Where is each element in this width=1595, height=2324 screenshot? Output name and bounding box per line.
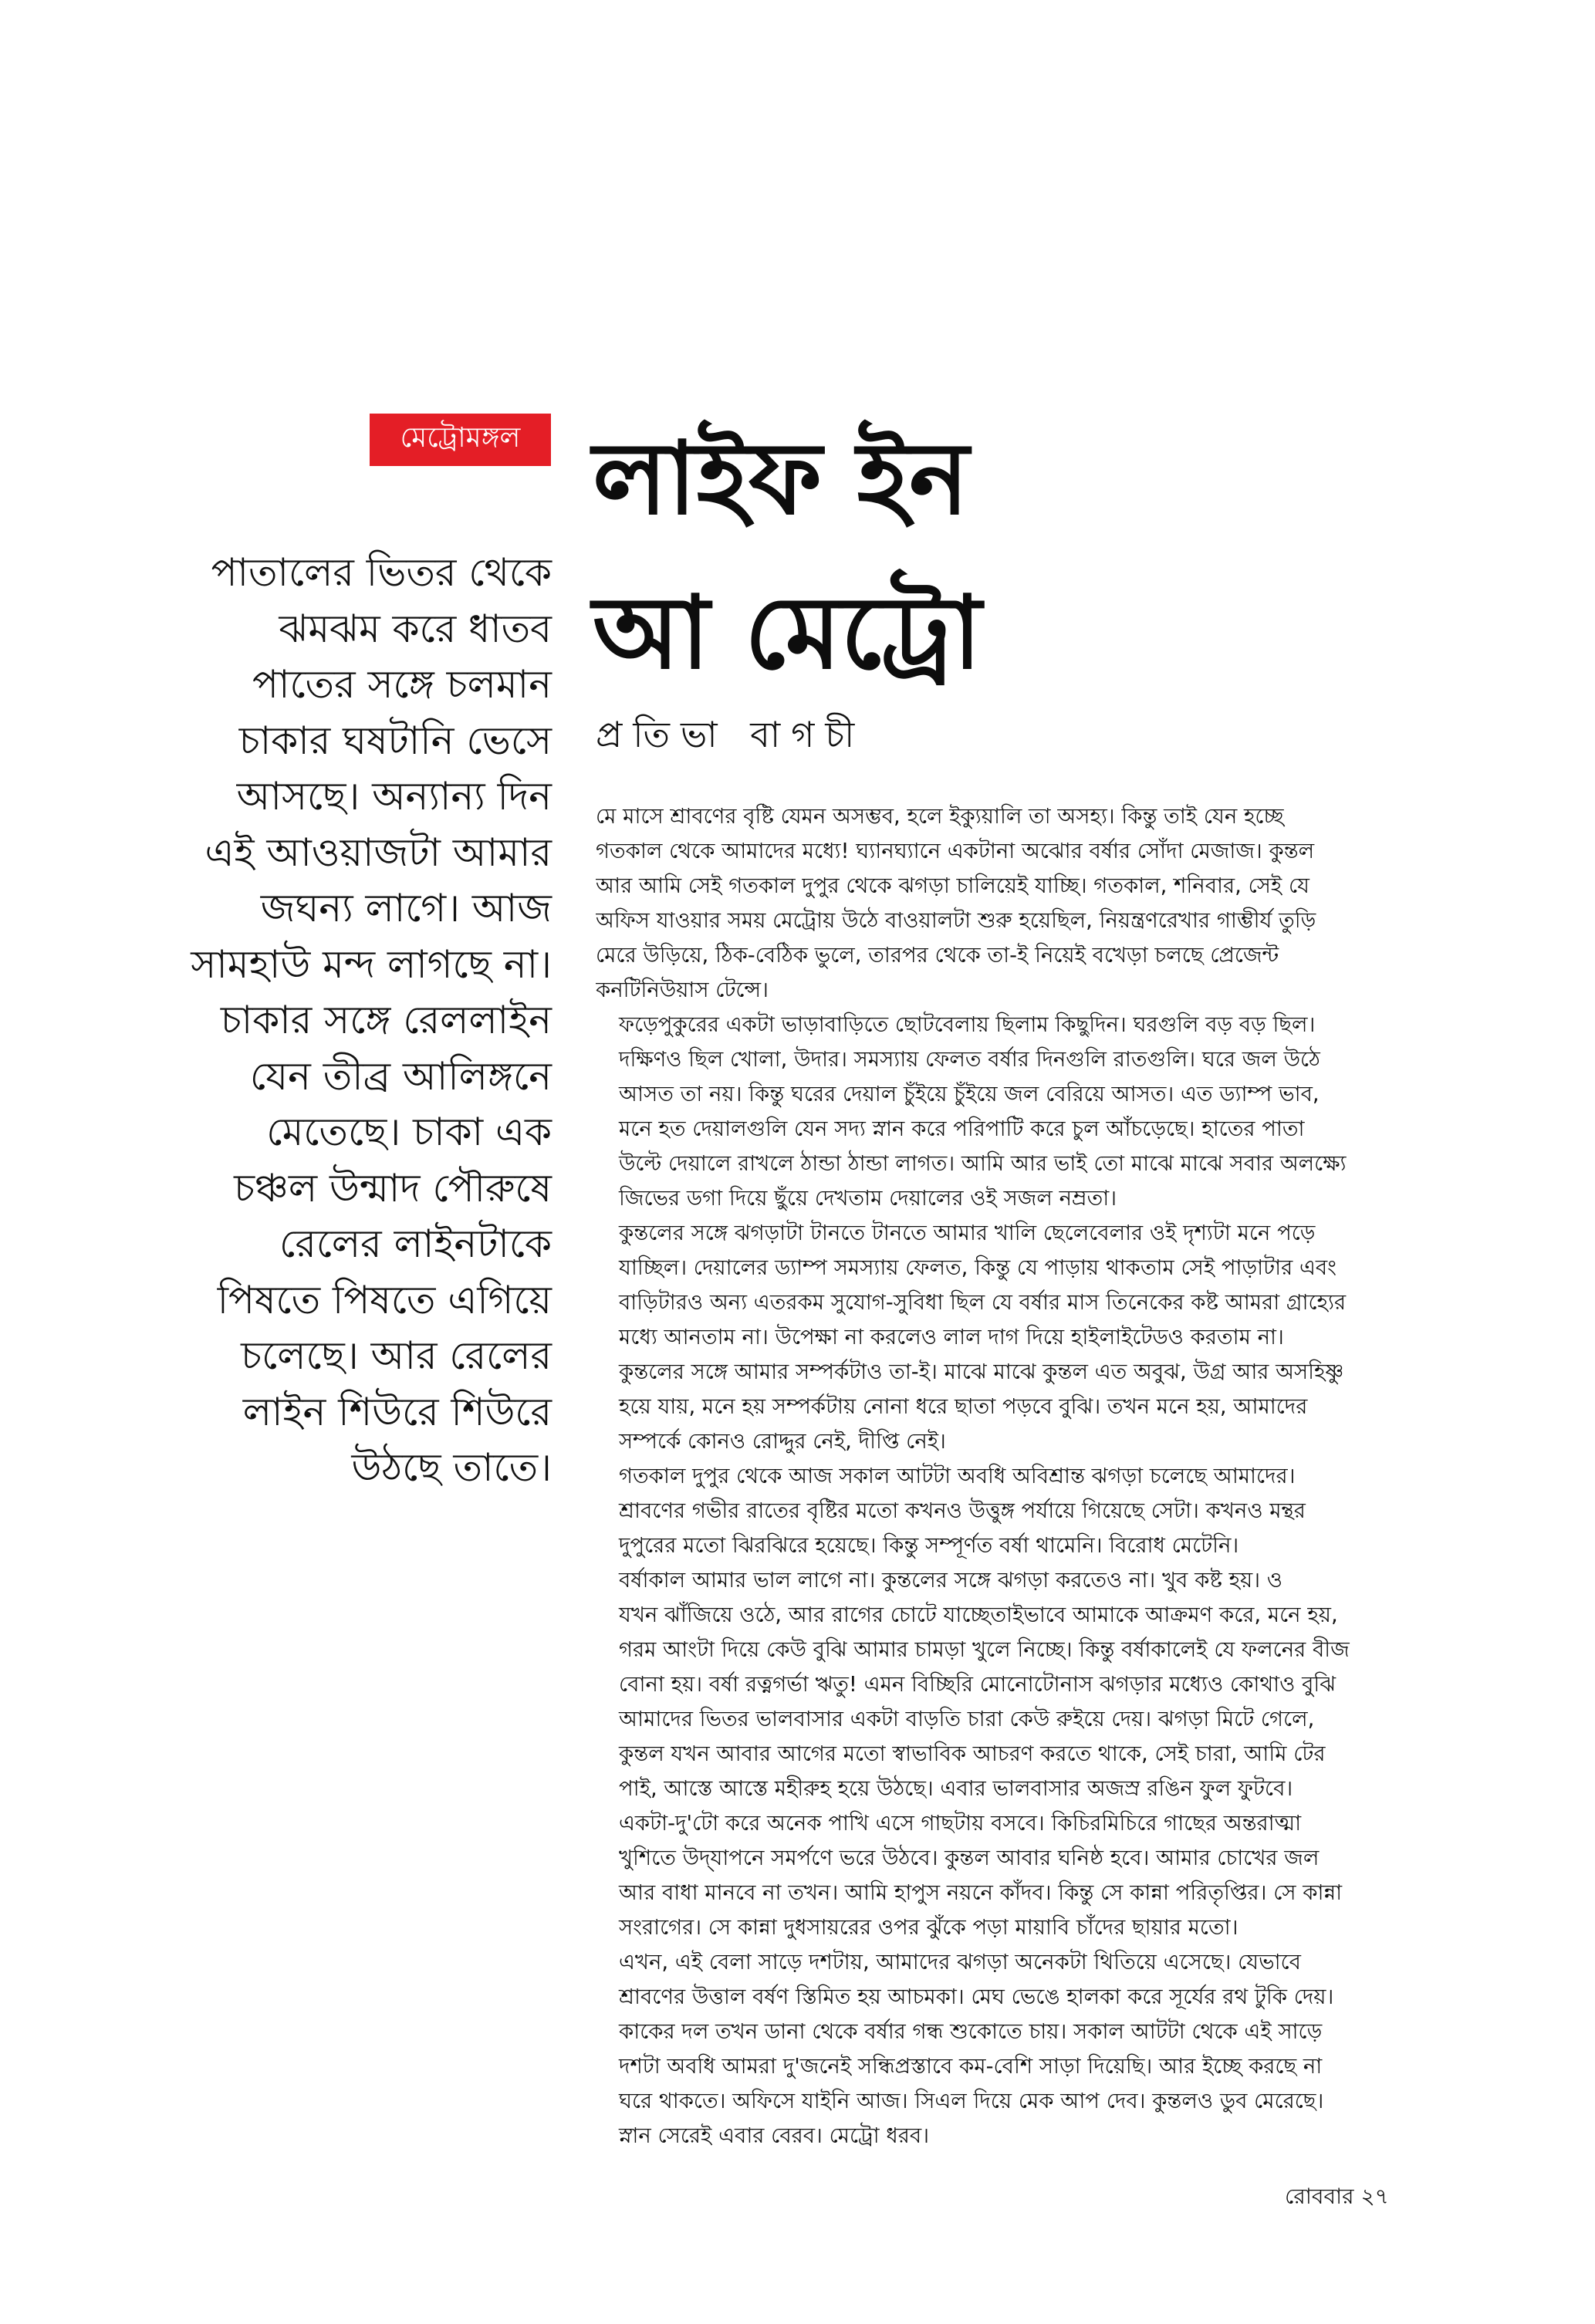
article-line: দক্ষিণও ছিল খোলা, উদার। সমস্যায় ফেলত বর্ষার দিনগুলি রাতগুলি। ঘরে জল উঠে [619, 1047, 1320, 1072]
pull-quote-line: চলেছে। আর রেলের [241, 1333, 552, 1378]
article-line: আর আমি সেই গতকাল দুপুর থেকে ঝগড়া চালিয়েই যাচ্ছি। গতকাল, শনিবার, সেই যে [596, 873, 1309, 898]
article-line: দুপুরের মতো ঝিরঝিরে হয়েছে। কিন্তু সম্পূর্ণত বর্ষা থামেনি। বিরোধ মেটেনি। [619, 1533, 1239, 1558]
pull-quote-line: যেন তীব্র আলিঙ্গনে [249, 1053, 552, 1099]
headline-line-1: লাইফ ইন [593, 420, 969, 537]
pull-quote-line: চাকার ঘষটানি ভেসে [238, 718, 552, 763]
article-line: মধ্যে আনতাম না। উপেক্ষা না করলেও লাল দাগ দিয়ে হাইলাইটেডও করতাম না। [619, 1325, 1284, 1349]
pull-quote-line: চাকার সঙ্গে রেললাইন [220, 998, 552, 1042]
article-line: বোনা হয়। বর্ষা রত্নগর্ভা ঋতু! এমন বিচ্ছিরি মোনোটোনাস ঝগড়ার মধ্যেও কোথাও বুঝি [619, 1672, 1336, 1697]
article-line: সংরাগের। সে কান্না দুধসায়রের ওপর ঝুঁকে পড়া মায়াবি চাঁদের ছায়ার মতো। [619, 1915, 1238, 1940]
pull-quote-line: পিষতে পিষতে এগিয়ে [217, 1277, 552, 1322]
article-line: যখন ঝাঁজিয়ে ওঠে, আর রাগের চোটে যাচ্ছেতাইভাবে আমাকে আক্রমণ করে, মনে হয়, [619, 1603, 1338, 1627]
article-line: যাচ্ছিল। দেয়ালের ড্যাম্প সমস্যায় ফেলত, কিন্তু যে পাড়ায় থাকতাম সেই পাড়াটার এবং [619, 1255, 1337, 1280]
section-tag: মেট্রোমঙ্গল [370, 414, 551, 466]
article-line: দশটা অবধি আমরা দু'জনেই সন্ধিপ্রস্তাবে কম-বেশি সাড়া দিয়েছি। আর ইচ্ছে করছে না [619, 2054, 1323, 2079]
article-line: কুন্তলের সঙ্গে আমার সম্পর্কটাও তা-ই। মাঝে মাঝে কুন্তল এত অবুঝ, উগ্র আর অসহিষ্ণু [619, 1360, 1344, 1384]
pull-quote-line: পাতের সঙ্গে চলমান [252, 662, 552, 707]
article-line: মেরে উড়িয়ে, ঠিক-বেঠিক ভুলে, তারপর থেকে তা-ই নিয়েই বখেড়া চলছে প্রেজেন্ট [596, 943, 1279, 968]
pull-quote-line: লাইন শিউরে শিউরে [242, 1389, 552, 1434]
article-line: বর্ষাকাল আমার ভাল লাগে না। কুন্তলের সঙ্গে ঝগড়া করতেও না। খুব কষ্ট হয়। ও [619, 1568, 1283, 1593]
article-paragraph [596, 1216, 1431, 1459]
pull-quote-line: চঞ্চল উন্মাদ পৌরুষে [234, 1165, 552, 1211]
article-body [596, 799, 1431, 2153]
article-paragraph [596, 1563, 1431, 1945]
article-line: আর বাধা মানবে না তখন। আমি হাপুস নয়নে কাঁদব। কিন্তু সে কান্না পরিতৃপ্তির। সে কান্না [619, 1880, 1343, 1905]
article-line: কুন্তল যখন আবার আগের মতো স্বাভাবিক আচরণ করতে থাকে, সেই চারা, আমি টের [619, 1741, 1326, 1766]
article-line: অফিস যাওয়ার সময় মেট্রোয় উঠে বাওয়ালটা শুরু হয়েছিল, নিয়ন্ত্রণরেখার গাম্ভীর্য তুড়ি [596, 908, 1316, 933]
article-line: জিভের ডগা দিয়ে ছুঁয়ে দেখতাম দেয়ালের ওই সজল নম্রতা। [619, 1186, 1117, 1211]
article-line: খুশিতে উদ্‌যাপনে সমর্পণে ভরে উঠবে। কুন্তল আবার ঘনিষ্ঠ হবে। আমার চোখের জল [619, 1846, 1320, 1870]
article-line: মে মাসে শ্রাবণের বৃষ্টি যেমন অসম্ভব, হলে ইক্যুয়ালি তা অসহ্য। কিন্তু তাই যেন হচ্ছে [596, 804, 1284, 829]
article-line: বাড়িটারও অন্য এতরকম সুযোগ-সুবিধা ছিল যে বর্ষার মাস তিনেকের কষ্ট আমরা গ্রাহ্যের [619, 1290, 1347, 1315]
article-line: উল্টে দেয়ালে রাখলে ঠান্ডা ঠান্ডা লাগত। আমি আর ভাই তো মাঝে মাঝে সবার অলক্ষ্যে [619, 1151, 1347, 1176]
pull-quote-line: মেতেছে। চাকা এক [266, 1110, 552, 1154]
article-line: কনটিনিউয়াস টেন্সে। [596, 978, 769, 1002]
article-line: কুন্তলের সঙ্গে ঝগড়াটা টানতে টানতে আমার খালি ছেলেবেলার ওই দৃশ্যটা মনে পড়ে [619, 1221, 1316, 1245]
article-line: কাকের দল তখন ডানা থেকে বর্ষার গন্ধ শুকোতে চায়। সকাল আটটা থেকে এই সাড়ে [619, 2019, 1323, 2044]
article-line: শ্রাবণের গভীর রাতের বৃষ্টির মতো কখনও উত্তুঙ্গ পর্যায়ে গিয়েছে সেটা। কখনও মন্থর [619, 1498, 1306, 1523]
byline: প্রতিভা বাগচী [596, 714, 866, 755]
article-line: গরম আংটা দিয়ে কেউ বুঝি আমার চামড়া খুলে নিচ্ছে। কিন্তু বর্ষাকালেই যে ফলনের বীজ [619, 1637, 1350, 1662]
article-paragraph [596, 799, 1431, 1008]
pull-quote-line: সামহাউ মন্দ লাগছে না। [191, 941, 552, 987]
article-line: একটা-দু'টো করে অনেক পাখি এসে গাছটায় বসবে। কিচিরমিচিরে গাছের অন্তরাত্মা [619, 1811, 1302, 1836]
article-line: ঘরে থাকতে। অফিসে যাইনি আজ। সিএল দিয়ে মেক আপ দেব। কুন্তলও ডুব মেরেছে। [619, 2089, 1324, 2113]
article-line: আসত তা নয়। কিন্তু ঘরের দেয়াল চুঁইয়ে চুঁইয়ে জল বেরিয়ে আসত। এত ড্যাম্প ভাব, [619, 1082, 1320, 1106]
pull-quote-line: রেলের লাইনটাকে [279, 1221, 552, 1266]
article-line: মনে হত দেয়ালগুলি যেন সদ্য স্নান করে পরিপাটি করে চুল আঁচড়েছে। হাতের পাতা [619, 1116, 1305, 1141]
article-line: গতকাল থেকে আমাদের মধ্যে! ঘ্যানঘ্যানে একটানা অঝোর বর্ষার সোঁদা মেজাজ। কুন্তল [596, 839, 1315, 863]
article-line: পাই, আস্তে আস্তে মহীরুহ হয়ে উঠছে। এবার ভালবাসার অজস্র রঙিন ফুল ফুটবে। [619, 1776, 1293, 1801]
article-line: সম্পর্কে কোনও রোদ্দুর নেই, দীপ্তি নেই। [619, 1429, 946, 1454]
pull-quote-line: ঝমঝম করে ধাতব [279, 606, 552, 651]
headline [593, 401, 1133, 710]
pull-quote-line: আসছে। অন্যান্য দিন [236, 774, 552, 819]
pull-quote-line: এই আওয়াজটা আমার [204, 829, 552, 875]
pull-quote-line: জঘন্য লাগে। আজ [260, 886, 552, 931]
page-folio: রোববার ২৭ [1285, 2184, 1389, 2209]
pull-quote-line: পাতালের ভিতর থেকে [211, 550, 552, 595]
article-line: ফড়েপুকুরের একটা ভাড়াবাড়িতে ছোটবেলায় ছিলাম কিছুদিন। ঘরগুলি বড় বড় ছিল। [619, 1012, 1316, 1037]
article-paragraph [596, 1459, 1431, 1563]
article-line: হয়ে যায়, মনে হয় সম্পর্কটায় নোনা ধরে ছাতা পড়বে বুঝি। তখন মনে হয়, আমাদের [619, 1394, 1308, 1419]
headline-line-2: আ মেট্রো [593, 574, 982, 691]
article-line: গতকাল দুপুর থেকে আজ সকাল আটটা অবধি অবিশ্রান্ত ঝগড়া চলেছে আমাদের। [619, 1464, 1296, 1488]
pull-quote [174, 545, 552, 1496]
article-line: আমাদের ভিতর ভালবাসার একটা বাড়তি চারা কেউ রুইয়ে দেয়। ঝগড়া মিটে গেলে, [619, 1707, 1315, 1731]
article-line: শ্রাবণের উত্তাল বর্ষণ স্তিমিত হয় আচমকা। মেঘ ভেঙে হালকা করে সূর্যের রথ টুকি দেয়। [619, 1985, 1334, 2009]
article-paragraph [596, 1945, 1431, 2153]
article-paragraph [596, 1008, 1431, 1216]
article-line: স্নান সেরেই এবার বেরব। মেট্রো ধরব। [619, 2123, 930, 2148]
pull-quote-line: উঠছে তাতে। [351, 1445, 552, 1490]
article-line: এখন, এই বেলা সাড়ে দশটায়, আমাদের ঝগড়া অনেকটা থিতিয়ে এসেছে। যেভাবে [619, 1950, 1301, 1974]
